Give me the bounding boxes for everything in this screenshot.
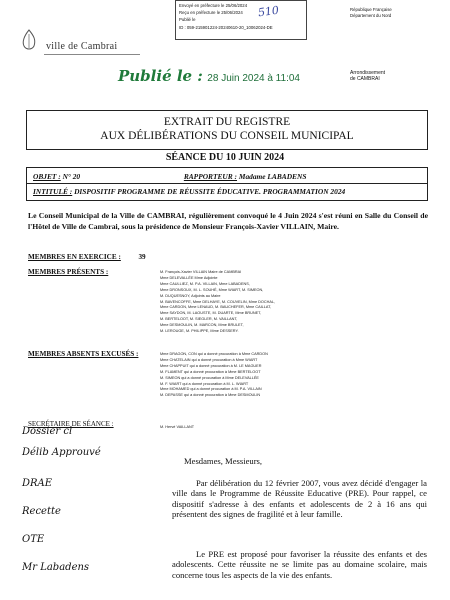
list-item: M. FLAMENT qui a donné procuration à Mme BERTELOOT xyxy=(160,369,261,374)
logo-underline xyxy=(44,54,140,55)
intro-paragraph: Le Conseil Municipal de la Ville de CAMBRAI, régulièrement convoqué le 4 Juin 2024 s'est réuni en Salle du Conseil de l'Hôtel de Ville de Cambrai, sous la présidence de Monsieur François-Xavier VILLAIN, Maire. xyxy=(28,211,428,231)
city-logo xyxy=(14,28,134,66)
list-item: Mme DRONSOUX, M. L. SOUHÉ, Mme WIART, M. SIMEON, xyxy=(160,287,264,292)
rapporteur-label: RAPPORTEUR : xyxy=(183,172,238,181)
presents-label: MEMBRES PRÉSENTS : xyxy=(28,268,109,276)
membres-exercice-label: MEMBRES EN EXERCICE : xyxy=(28,253,121,261)
salutation: Mesdames, Messieurs, xyxy=(184,456,263,466)
intitule-row xyxy=(33,187,345,196)
list-item: Mme CAULLIEZ, M. P.A. VILLAIN, Mme LABADENS, xyxy=(160,281,250,286)
stamp-line: Envoyé en préfecture le 25/06/2024 xyxy=(179,3,248,8)
secretaire-value: M. Hervé VAILLANT xyxy=(160,425,195,429)
list-item: M. BAVENCOFFE, Mme DELHAYE, M. COUVELIN, Mme DOCHAL, xyxy=(160,299,276,304)
list-item: Mme DELEVALLÉE Mme Adjointe xyxy=(160,275,218,280)
intitule-value: DISPOSITIF PROGRAMME DE RÉUSSITE ÉDUCATIVE. PROGRAMMATION 2024 xyxy=(74,187,346,196)
list-item: M. LEROUGE, M. PHILIPPE, Mme DESSERY. xyxy=(160,329,239,334)
letter-paragraph-2: Le PRE est proposé pour favoriser la réussite des enfants et des adolescents. Cette réussite ne se limite pas au domaine scolaire, mais concerne tous les aspects de la vie des enfants. xyxy=(172,549,427,580)
list-item: Mme MOHAMED qui a donné procuration à M. P.A. VILLAIN xyxy=(160,387,262,392)
stamp-line: ID : 059-215901224-20240610-20_10062024-DE xyxy=(179,24,273,30)
list-item: Mme CARDON, Mme LENAUD, M. BAUCHEFER, Mme CAILLAT, xyxy=(160,305,272,310)
publication-line xyxy=(118,67,300,86)
arrondissement-line: Arrondissement xyxy=(350,70,386,76)
rapporteur-value: Madame LABADENS xyxy=(238,172,307,181)
handwritten-notes xyxy=(22,418,127,583)
stamp-handwritten-number: 510 xyxy=(257,3,280,20)
list-item: Mme CHATELAIN qui a donné procuration à Mme WIART xyxy=(160,357,258,362)
handwritten-line: DRAE xyxy=(22,478,53,489)
handwritten-line: Mr Labadens xyxy=(22,562,90,573)
presents-list xyxy=(160,270,430,335)
list-item: M. SIMEON qui a donné procuration à Mme DELEVALLÉE xyxy=(160,375,259,380)
publication-date: 28 Juin 2024 à 11:04 xyxy=(207,73,300,84)
arrondissement-line: de CAMBRAI xyxy=(350,76,380,82)
object-box xyxy=(26,167,428,201)
list-item: M. François-Xavier VILLAIN Maire de CAMBRAI xyxy=(160,270,242,274)
publication-label: Publié le : xyxy=(118,67,203,85)
republic-header xyxy=(350,7,392,19)
absents-label: MEMBRES ABSENTS EXCUSÉS : xyxy=(28,350,139,358)
handwritten-line: Dossier cl xyxy=(22,426,73,437)
absents-list xyxy=(160,352,430,399)
list-item: Mme DESMOULIN, M. MARCON, Mme BRULET, xyxy=(160,323,244,328)
handwritten-line: OTE xyxy=(22,534,45,545)
prefecture-stamp xyxy=(175,0,307,40)
list-item: M. BERTELOOT, M. SIEGLER, M. VAILLANT, xyxy=(160,317,238,322)
stamp-line: Reçu en préfecture le 25/06/2024 xyxy=(179,10,243,16)
membres-exercice xyxy=(28,253,146,261)
register-title-line: EXTRAIT DU REGISTRE xyxy=(163,116,291,128)
seance-title: SÉANCE DU 10 JUIN 2024 xyxy=(165,152,285,163)
list-item: M. DEPASSE qui a donné procuration à Mme DESMOULIN xyxy=(160,393,261,398)
objet-label: OBJET : xyxy=(33,172,61,181)
objet-value: N° 20 xyxy=(62,172,81,181)
register-title-box xyxy=(26,110,428,150)
header-line: République Française xyxy=(350,7,392,12)
logo-text: ville de Cambrai xyxy=(46,41,118,52)
handwritten-line: Recette xyxy=(22,506,61,517)
list-item: M. DUQUESNOY, Adjoints au Maire xyxy=(160,293,221,298)
list-item: M. F. WIART qui a donné procuration à M. L. WIART xyxy=(160,381,249,386)
secretaire-label: SECRÉTAIRE DE SÉANCE : xyxy=(28,420,114,428)
membres-exercice-value: 39 xyxy=(138,253,146,261)
arrondissement xyxy=(350,70,385,82)
handwritten-line: Délib Approuvé xyxy=(22,447,101,458)
list-item: Mme CHAPPUIT qui a donné procuration à M. LE MAGUER xyxy=(160,363,262,368)
register-title-line: AUX DÉLIBÉRATIONS DU CONSEIL MUNICIPAL xyxy=(100,129,354,142)
intitule-label: INTITULÉ : xyxy=(33,187,73,196)
list-item: Mme DRAGON, CON qui a donné procuration à Mme CARDON xyxy=(160,352,268,356)
list-item: Mme SAYDON, M. LAOUSTE, M. DUARTE, Mme BRUNET, xyxy=(160,311,262,316)
object-row xyxy=(33,172,306,181)
letter-paragraph-1: Par délibération du 12 février 2007, vous avez décidé d'engager la ville dans le Programme de Réussite Educative (PRE). Pour rappel, ce dispositif s'adresse à des enfants et adolescents de 2 à 16 ans qui présentent des signes de fragilité et à leur famille. xyxy=(172,478,427,520)
stamp-line: Publié le xyxy=(179,17,196,23)
header-line: Département du Nord xyxy=(350,13,392,18)
object-separator xyxy=(27,183,427,184)
logo-emblem-icon xyxy=(14,28,44,64)
